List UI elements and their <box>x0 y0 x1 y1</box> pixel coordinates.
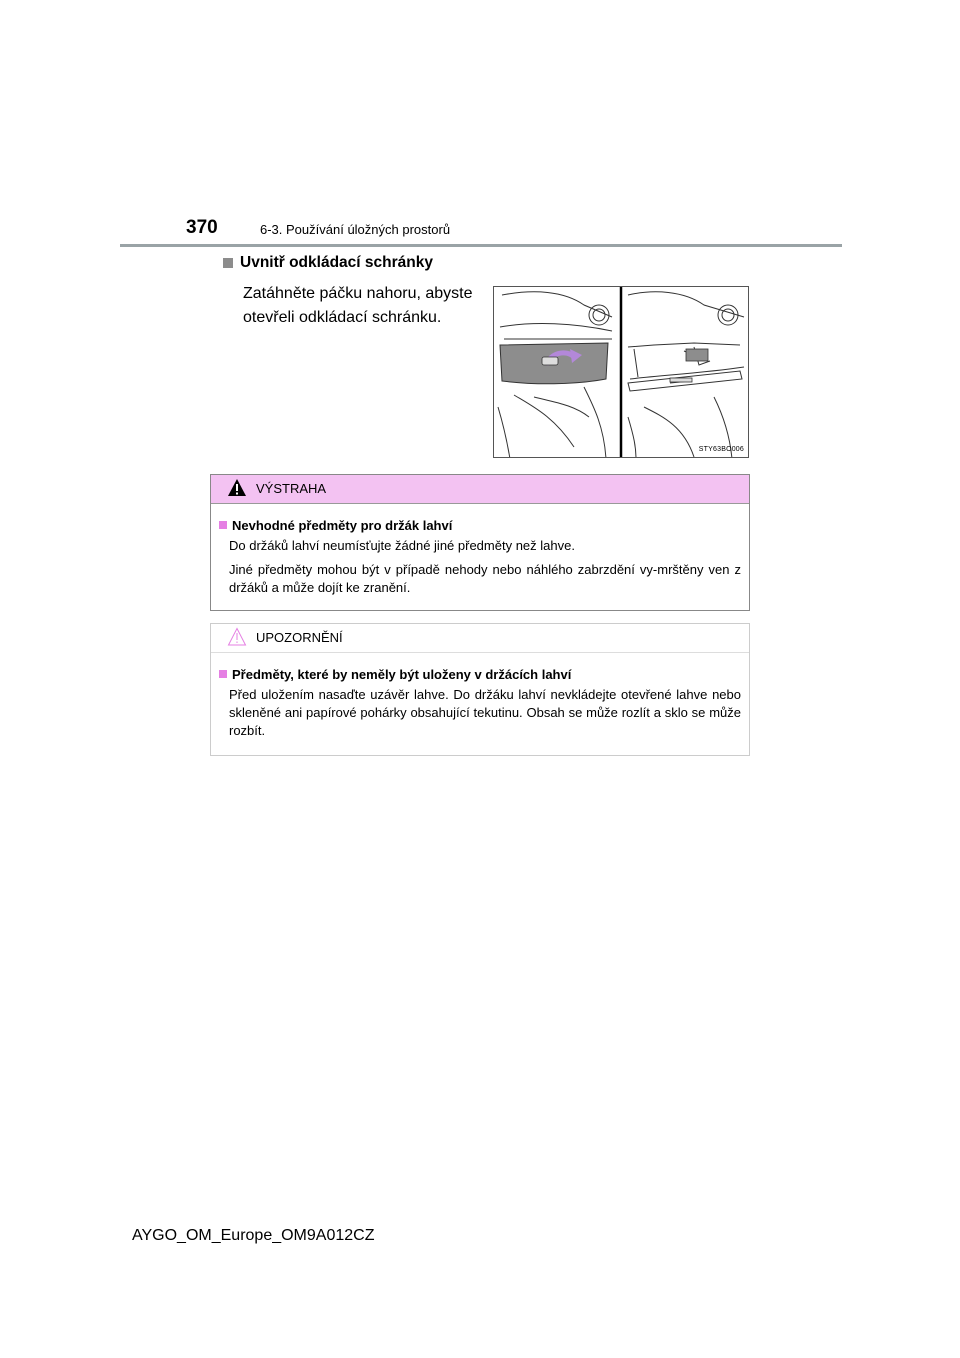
subsection-title: Uvnitř odkládací schránky <box>240 254 433 271</box>
glovebox-drawing <box>494 287 749 458</box>
subsection-heading <box>223 254 433 272</box>
warning-paragraph: Do držáků lahví neumísťujte žádné jiné předměty než lahve. <box>229 538 575 553</box>
bullet-square-icon <box>223 258 233 268</box>
warning-paragraph: Jiné předměty mohou být v případě nehody nebo náhlého zabrzdění vy-mrštěny ven z držáků a může dojít ke zranění. <box>229 562 741 595</box>
warning-box <box>210 474 750 611</box>
figure-code: STY63BO006 <box>698 446 744 453</box>
warning-triangle-icon <box>227 478 247 498</box>
bullet-square-icon <box>219 521 227 529</box>
caution-header <box>211 624 749 653</box>
caution-label: UPOZORNĚNÍ <box>256 630 343 645</box>
caution-content <box>211 653 749 740</box>
warning-header <box>211 475 749 504</box>
caution-paragraph: Před uložením nasaďte uzávěr lahve. Do držáku lahví nevkládejte otevřené lahve nebo skleněné ani papírové pohárky obsahující tekutinu. Obsah se může rozlít a sklo se může rozbít. <box>229 687 741 738</box>
warning-title-row <box>219 516 741 534</box>
section-title: 6-3. Používání úložných prostorů <box>260 222 451 237</box>
caution-title-row <box>219 665 741 683</box>
warning-title: Nevhodné předměty pro držák lahví <box>232 517 453 533</box>
subsection-body: Zatáhněte páčku nahoru, abyste otevřeli odkládací schránku. <box>243 285 473 326</box>
caution-triangle-icon <box>227 627 247 647</box>
glovebox-illustration <box>493 286 749 458</box>
footer-code: AYGO_OM_Europe_OM9A012CZ <box>132 1227 375 1244</box>
warning-content <box>211 504 749 597</box>
caution-box <box>210 623 750 756</box>
warning-label: VÝSTRAHA <box>256 481 327 496</box>
header-divider <box>120 244 842 247</box>
bullet-square-icon <box>219 670 227 678</box>
caution-title: Předměty, které by neměly být uloženy v držácích lahví <box>232 666 572 682</box>
page-number: 370 <box>186 217 218 238</box>
